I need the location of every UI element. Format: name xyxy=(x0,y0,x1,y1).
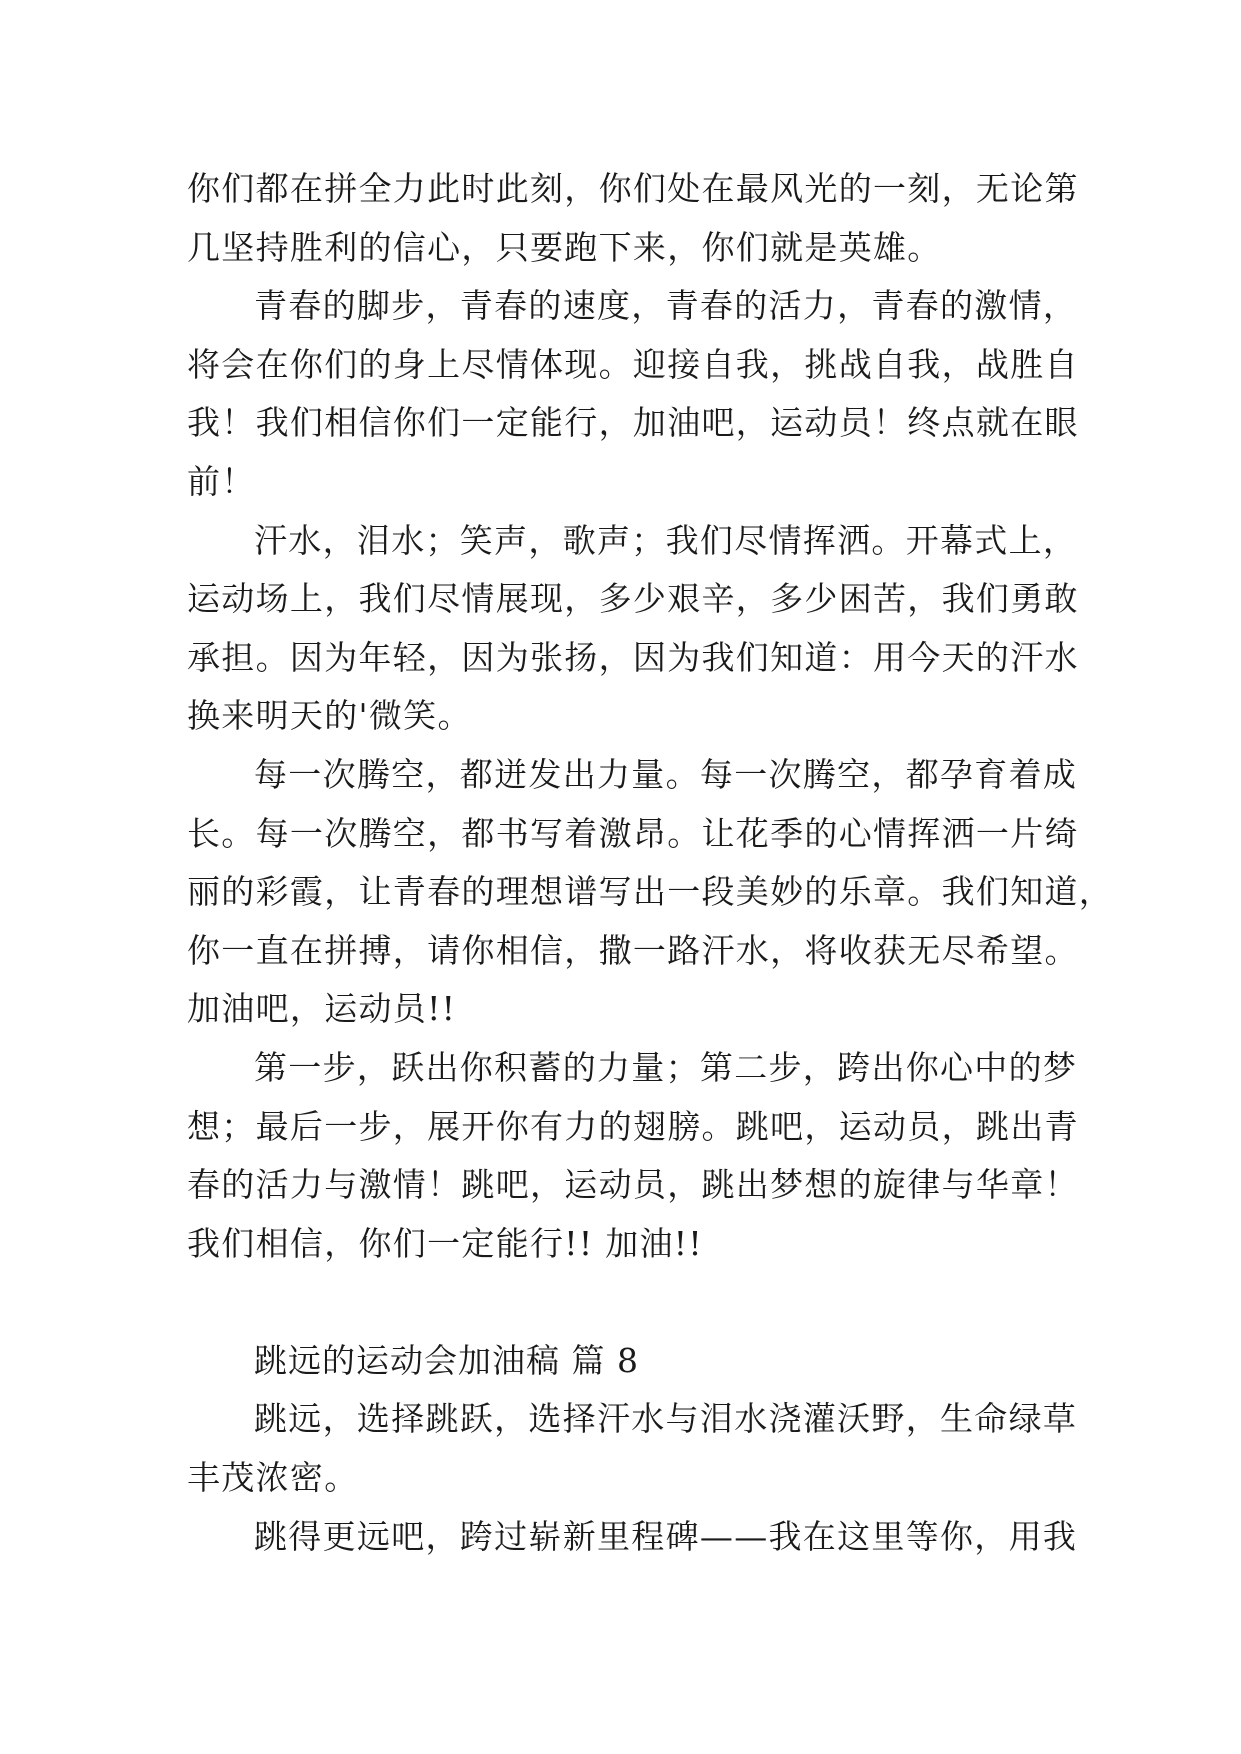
paragraph-line: 承担。因为年轻，因为张扬，因为我们知道：用今天的汗水 xyxy=(187,637,1079,677)
paragraph-line: 每一次腾空，都迸发出力量。每一次腾空，都孕育着成 xyxy=(254,754,1078,794)
paragraph-line: 几坚持胜利的信心，只要跑下来，你们就是英雄。 xyxy=(187,227,942,267)
paragraph-line: 想；最后一步，展开你有力的翅膀。跳吧，运动员，跳出青 xyxy=(187,1106,1079,1146)
blank-line xyxy=(187,1273,1067,1332)
paragraph-line: 第一步，跃出你积蓄的力量；第二步，跨出你心中的梦 xyxy=(254,1047,1078,1087)
paragraph-line: 你一直在拼搏，请你相信，撒一路汗水，将收获无尽希望。 xyxy=(187,930,1079,970)
paragraph-line: 我们相信，你们一定能行!! 加油!! xyxy=(187,1223,703,1263)
paragraph-line: 我！我们相信你们一定能行，加油吧，运动员！终点就在眼 xyxy=(187,403,1079,443)
paragraph-line: 汗水，泪水；笑声，歌声；我们尽情挥洒。开幕式上， xyxy=(254,520,1078,560)
paragraph-line: 长。每一次腾空，都书写着激昂。让花季的心情挥洒一片绮 xyxy=(187,813,1079,853)
paragraph-line: 丰茂浓密。 xyxy=(187,1458,359,1498)
paragraph-line: 运动场上，我们尽情展现，多少艰辛，多少困苦，我们勇敢 xyxy=(187,579,1079,619)
paragraph-line: 换来明天的'微笑。 xyxy=(187,696,472,736)
paragraph-line: 你们都在拼全力此时此刻，你们处在最风光的一刻，无论第 xyxy=(187,169,1079,208)
paragraph-line: 将会在你们的身上尽情体现。迎接自我，挑战自我，战胜自 xyxy=(187,344,1079,384)
paragraph-line: 青春的脚步，青春的速度，青春的活力，青春的激情， xyxy=(254,286,1078,326)
paragraph-line: 跳远，选择跳跃，选择汗水与泪水浇灌沃野，生命绿草 xyxy=(254,1399,1078,1439)
paragraph-line: 加油吧，运动员!! xyxy=(187,989,457,1029)
paragraph-line: 跳得更远吧，跨过崭新里程碑——我在这里等你，用我 xyxy=(254,1516,1078,1556)
section-heading: 跳远的运动会加油稿 篇 8 xyxy=(254,1340,639,1380)
paragraph-line: 前！ xyxy=(187,461,256,501)
paragraph-line: 春的活力与激情！跳吧，运动员，跳出梦想的旋律与华章！ xyxy=(187,1165,1079,1205)
document-body xyxy=(187,160,1114,1566)
paragraph-line: 丽的彩霞，让青春的理想谱写出一段美妙的乐章。我们知道， xyxy=(187,872,1114,912)
